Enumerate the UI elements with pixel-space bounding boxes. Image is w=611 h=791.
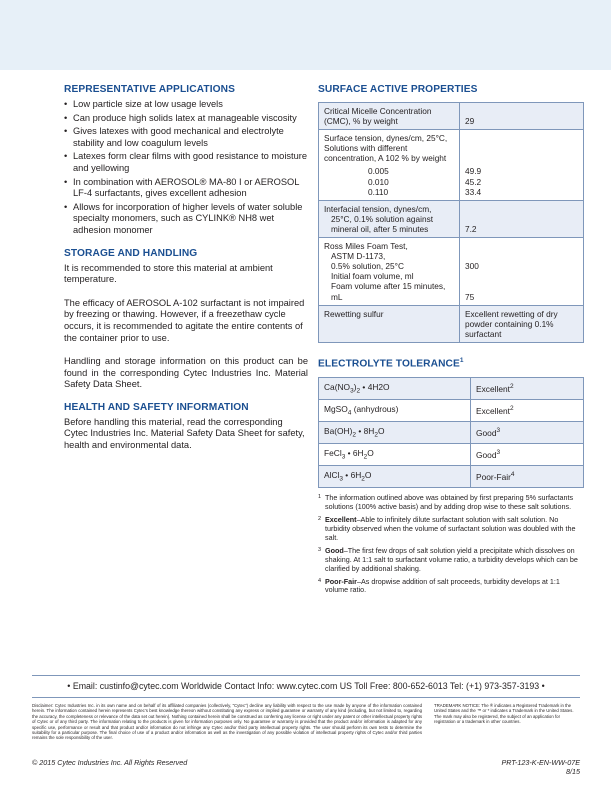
conc-1: 0.005 [368, 166, 389, 177]
surface-heading: SURFACE ACTIVE PROPERTIES [318, 84, 478, 95]
table-row [319, 400, 584, 422]
rewetting-value: Excellent rewetting of dry powder containing 0.1% surfactant [460, 305, 584, 342]
storage-paragraph-1: It is recommended to store this material at ambient temperature. [64, 262, 273, 285]
salt-al-chloride: AlCl$_3$ • $6H_2O$ [319, 466, 471, 488]
header-band [0, 0, 611, 70]
tolerance-value: Good$^3$ [471, 444, 584, 466]
storage-heading: STORAGE AND HANDLING [64, 247, 198, 259]
trademark-notice: TRADEMARK NOTICE: The ® indicates a Registered Trademark in the United States and the ™ or * indicates a Trademark in the United States. The mark may also be registered, the subject of an application for registration or a trademark in other countries. [434, 703, 574, 725]
copyright: © 2015 Cytec Industries Inc. All Rights Reserved [32, 758, 188, 767]
table-row [319, 130, 584, 201]
surface-tension-value-2: 45.2 [465, 176, 482, 187]
electrolyte-table [318, 377, 584, 488]
list-item: • Allows for incorporation of higher levels of water soluble specialty monomers, such as CYLINK® NH8 wet adhesion monomer [64, 202, 308, 237]
list-item: • In combination with AEROSOL® MA-80 I or AEROSOL LF-4 surfactants, gives excellent adhesion [64, 177, 308, 200]
table-row [319, 103, 584, 130]
tolerance-value: Excellent$^2$ [471, 378, 584, 400]
disclaimer: Disclaimer: Cytec Industries Inc. in its own name and on behalf of its affiliated companies (collectively, “Cytec”) decline any liability with respect to the use made by anyone of the information contained herein. The information contained herein represents Cytec’s best knowledge thereon without constituting any express or implied guarantee or warranty of any kind (including, but not limited to, regarding the accuracy, the completeness or relevance of the data set out herein). Nothing contained herein shall be construed as conferring any license or right under any patent or other intellectual property rights of Cytec or of any third party. The information relating to the products is given for information purposes only. No guarantee or warranty is provided that the product and/or information is adapted for any specific use, performance or result and that product and/or information do not infringe any Cytec and/or third party intellectual property rights. The user should perform its own tests to determine the suitability for a particular purpose. The final choice of use of a product and/or information as well as the investigation of any possible violation of intellectual property rights of Cytec and/or third parties remains the sole responsibility of the user. [32, 703, 422, 741]
ross-value-initial: 300 [465, 261, 479, 272]
surface-tension-label: Surface tension, dynes/cm, 25°C, Solutions with different concentration, A 102 % by weight [324, 133, 448, 164]
surface-properties-table [318, 102, 584, 343]
ross-label-2: ASTM D-1173, [331, 251, 386, 262]
divider [32, 697, 580, 698]
interfacial-value: 7.2 [460, 200, 584, 237]
surface-tension-value-1: 49.9 [465, 166, 482, 177]
table-row [319, 422, 584, 444]
cmc-value: 29 [460, 103, 584, 130]
divider [32, 675, 580, 676]
surface-tension-value-3: 33.4 [465, 186, 482, 197]
footnote-2: 2 Excellent–Able to infinitely dilute surfactant solution with salt solution. No turbidity observed when the volume of surfactant solution was doubled with the salt. [318, 515, 576, 542]
tolerance-value: Poor-Fair$^4$ [471, 466, 584, 488]
rewetting-label: Rewetting sulfur [319, 305, 460, 342]
right-column [318, 84, 584, 599]
conc-3: 0.110 [368, 186, 389, 197]
ross-label-1: Ross Miles Foam Test, [324, 241, 408, 252]
interfacial-label-2: 25°C, 0.1% solution against mineral oil, after 5 minutes [331, 213, 434, 234]
ross-value-after: 75 [465, 291, 475, 302]
tolerance-value: Excellent$^2$ [471, 400, 584, 422]
footnote-4: 4 Poor-Fair–As dropwise addition of salt proceeds, turbidity develops at 1:1 volume ratio. [318, 576, 560, 595]
table-row [319, 305, 584, 342]
applications-heading: REPRESENTATIVE APPLICATIONS [64, 84, 235, 95]
list-item: • Can produce high solids latex at manageable viscosity [64, 113, 308, 125]
footnote-1: 1 The information outlined above was obtained by first preparing 5% surfactants solutions (100% active basis) and by adding drop wise to these salt solutions. [318, 493, 574, 512]
salt-fe-chloride: FeCl$_3$ • $6H_2O$ [319, 444, 471, 466]
storage-paragraph-3: Handling and storage information on this product can be found in the corresponding Cytec Industries Inc. Material Safety Data Sheet. [64, 356, 308, 390]
conc-2: 0.010 [368, 176, 389, 187]
tolerance-value: Good$^3$ [471, 422, 584, 444]
interfacial-label-1: Interfacial tension, dynes/cm, [324, 203, 432, 214]
document-code: PRT-123-K-EN-WW-07E 8/15 [501, 758, 580, 776]
salt-mg-sulfate: MgSO$_4$ (anhydrous) [319, 400, 471, 422]
electrolyte-heading: ELECTROLYTE TOLERANCE$^1$ [318, 356, 464, 370]
cmc-label: Critical Micelle Concentration (CMC), % by weight [319, 103, 460, 130]
applications-list [64, 99, 308, 237]
health-heading: HEALTH AND SAFETY INFORMATION [64, 401, 249, 413]
table-row [319, 378, 584, 400]
ross-label-4: Initial foam volume, ml [331, 271, 414, 282]
ross-label-3: 0.5% solution, 25°C [331, 261, 404, 272]
table-row [319, 466, 584, 488]
list-item: • Latexes form clear films with good resistance to moisture and yellowing [64, 151, 308, 174]
storage-paragraph-2: The efficacy of AEROSOL A-102 surfactant is not impaired by freezing or thawing. However, if a freezethaw cycle occurs, it is recommended to agitate the entire contents of the container prior to use. [64, 297, 305, 343]
ross-label-5: Foam volume after 15 minutes, mL [331, 281, 446, 302]
health-paragraph: Before handling this material, read the corresponding Cytec Industries Inc. Material Safety Data Sheet for safety, health and environmental data. [64, 416, 305, 451]
list-item: • Gives latexes with good mechanical and electrolyte stability and low coagulum levels [64, 126, 308, 149]
left-column [64, 84, 308, 452]
contact-info: • Email: custinfo@cytec.com Worldwide Contact Info: www.cytec.com US Toll Free: 800-652-6013 Tel: (+1) 973-357-3193 • [67, 681, 545, 691]
table-row [319, 444, 584, 466]
table-row [319, 238, 584, 306]
footnote-3: 3 Good–The first few drops of salt solution yield a precipitate which dissolves on shaking. At 1:1 salt to surfactant volume ratio, a turbidity develops which can be clarified by additional shaking. [318, 545, 578, 573]
table-row [319, 200, 584, 237]
salt-ca-nitrate: $Ca(NO_3)_2$ • 4H2O [319, 378, 471, 400]
salt-ba-hydroxide: $Ba(OH)_2$ • $8H_2O$ [319, 422, 471, 444]
list-item: • Low particle size at low usage levels [64, 99, 308, 111]
